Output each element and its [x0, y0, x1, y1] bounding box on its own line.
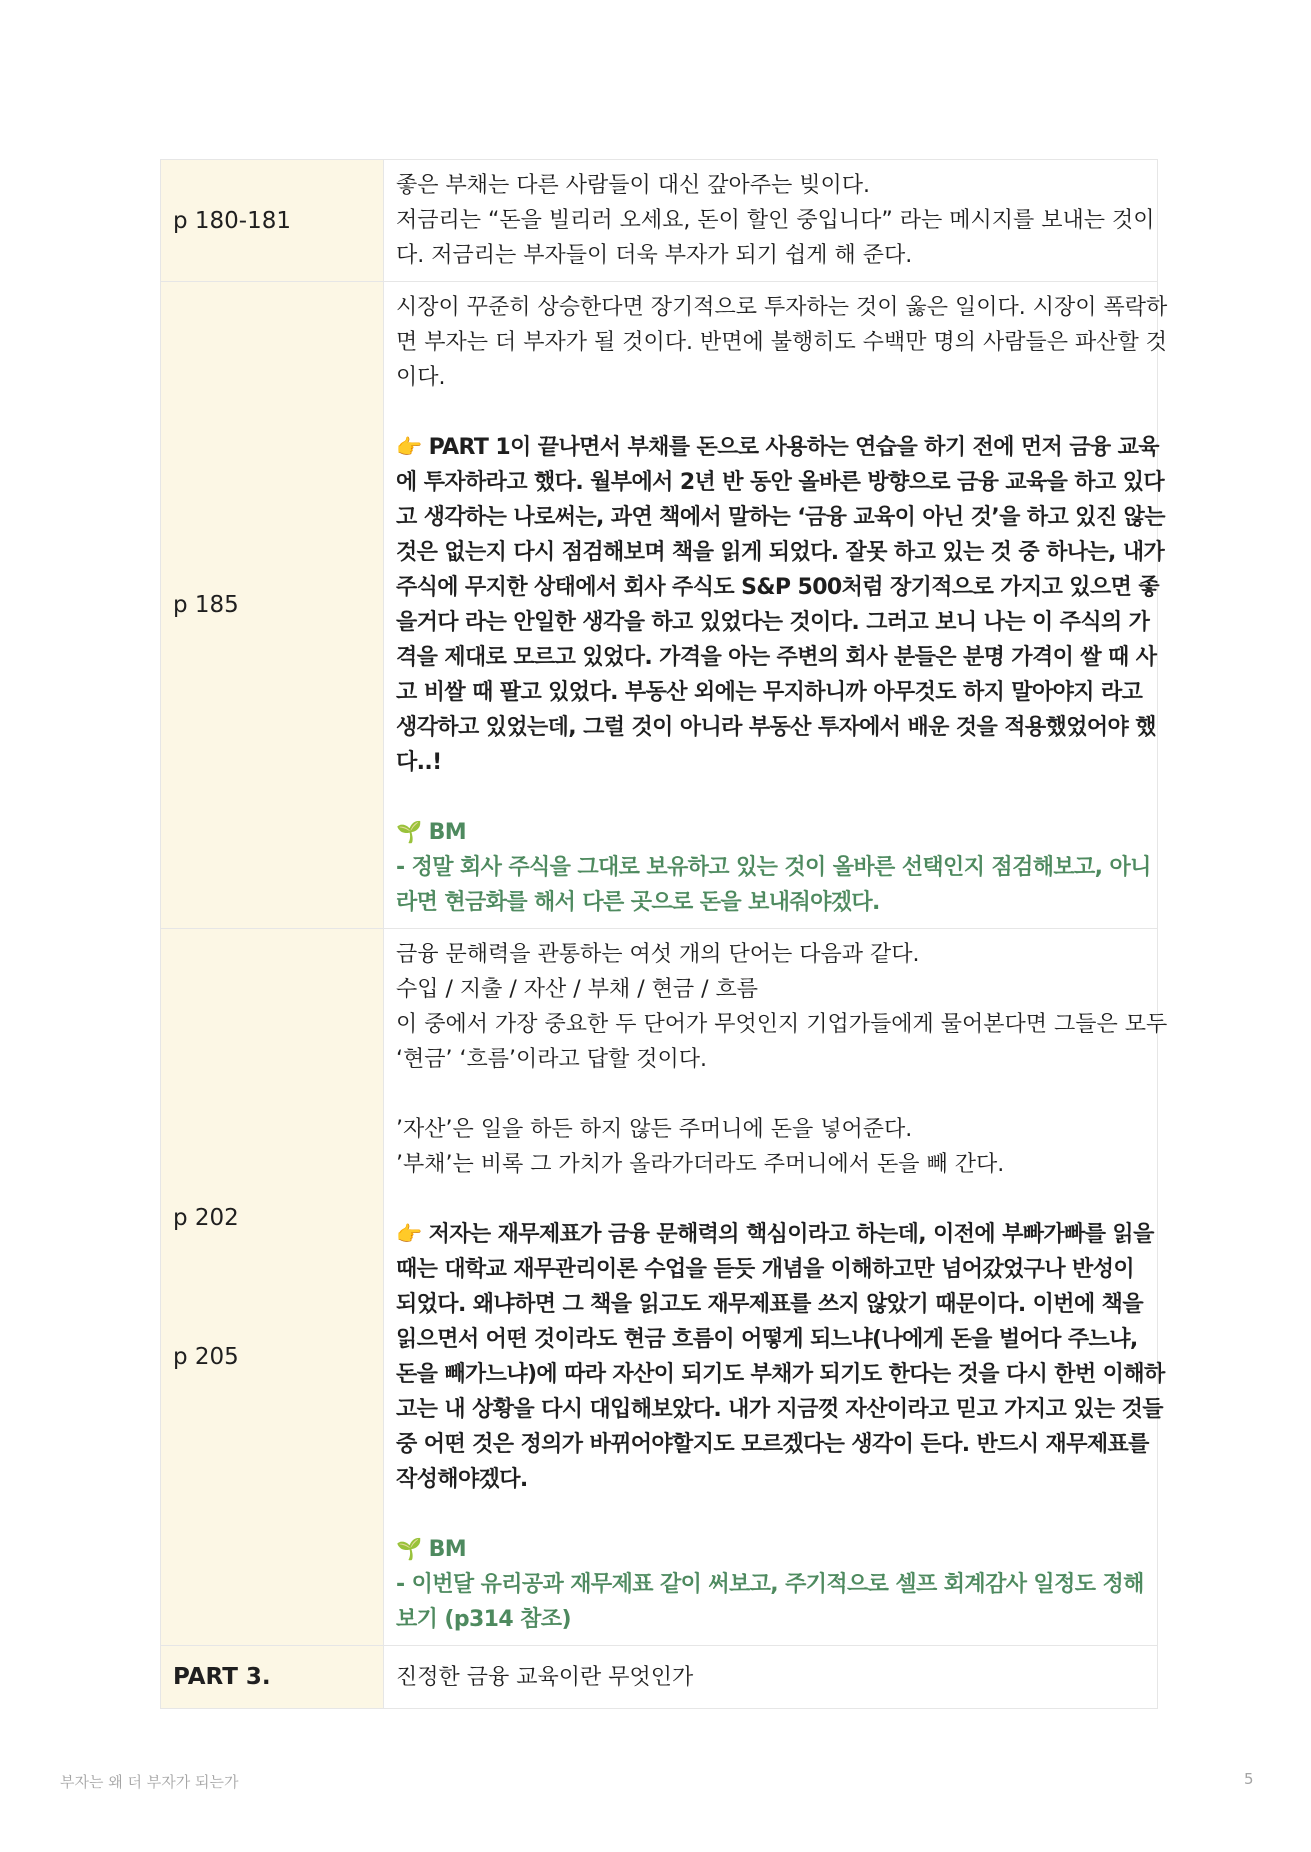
quote-line: 다. 저금리는 부자들이 더욱 부자가 되기 쉽게 해 준다. [396, 243, 913, 268]
page-ref: p 180-181 [173, 207, 292, 234]
bm-heading [396, 815, 1145, 850]
note-text: PART 1이 끝나면서 부채를 돈으로 사용하는 연습을 하기 전에 먼저 금융 교육 [428, 435, 1159, 460]
note-line: 고 비쌀 때 팔고 있었다. 부동산 외에는 무지하니까 아무것도 하지 말아야지 라고 [396, 680, 1143, 705]
note-line: 읽으면서 어떤 것이라도 현금 흐름이 어떻게 되느냐(나에게 돈을 벌어다 주느냐, [396, 1327, 1138, 1352]
note-line: 주식에 무지한 상태에서 회사 주식도 S&P 500처럼 장기적으로 가지고 있으면 좋 [396, 575, 1159, 600]
table-row [161, 160, 1158, 282]
quote-line: 수입 / 지출 / 자산 / 부채 / 현금 / 흐름 [396, 977, 759, 1002]
bm-line: 라면 현금화를 해서 다른 곳으로 돈을 보내줘야겠다. [396, 890, 880, 915]
notes-table [160, 159, 1168, 1709]
quote-line: 이다. [396, 365, 446, 390]
part-title: 진정한 금융 교육이란 무엇인가 [384, 1646, 1158, 1709]
note-line: 에 투자하라고 했다. 월부에서 2년 반 동안 올바른 방향으로 금융 교육을 하고 있다 [396, 470, 1165, 495]
content-cell [384, 282, 1168, 929]
page-ref-cell [161, 929, 384, 1646]
bm-line: - 이번달 유리공과 재무제표 같이 써보고, 주기적으로 셀프 회계감사 일정도 정해 [396, 1572, 1144, 1597]
note-line: 때는 대학교 재무관리이론 수업을 듣듯 개념을 이해하고만 넘어갔었구나 반성이 [396, 1257, 1134, 1282]
content-cell [384, 929, 1168, 1646]
note-line: 작성해야겠다. [396, 1467, 528, 1492]
note-line: 다..! [396, 750, 442, 775]
note-line: 중 어떤 것은 정의가 바뀌어야할지도 모르겠다는 생각이 든다. 반드시 재무제표를 [396, 1432, 1149, 1457]
content-cell [384, 160, 1158, 282]
quote-line: 면 부자는 더 부자가 될 것이다. 반면에 불행히도 수백만 명의 사람들은 파산할 것 [396, 330, 1167, 355]
note-text: 저자는 재무제표가 금융 문해력의 핵심이라고 하는데, 이전에 부빠가빠를 읽을 [428, 1222, 1154, 1247]
quote-line: ’자산’은 일을 하든 하지 않든 주머니에 돈을 넣어준다. [396, 1117, 913, 1142]
note-line: 격을 제대로 모르고 있었다. 가격을 아는 주변의 회사 분들은 분명 가격이 쌀 때 사 [396, 645, 1157, 670]
note-line: 생각하고 있었는데, 그럴 것이 아니라 부동산 투자에서 배운 것을 적용했었어야 했 [396, 715, 1156, 740]
note-line: 것은 없는지 다시 점검해보며 책을 읽게 되었다. 잘못 하고 있는 것 중 하나는, 내가 [396, 540, 1165, 565]
note-line [396, 1217, 1154, 1252]
table-row [161, 929, 1158, 1646]
note-line: 되었다. 왜냐하면 그 책을 읽고도 재무제표를 쓰지 않았기 때문이다. 이번에 책을 [396, 1292, 1143, 1317]
bm-line: - 정말 회사 주식을 그대로 보유하고 있는 것이 올바른 선택인지 점검해보고, 아니 [396, 855, 1151, 880]
part-row [161, 1646, 1158, 1709]
footer-book-title: 부자는 왜 더 부자가 되는가 [60, 1773, 239, 1791]
quote-line: 저금리는 “돈을 빌리러 오세요, 돈이 할인 중입니다” 라는 메시지를 보내는 것이 [396, 208, 1155, 233]
note-line: 고 생각하는 나로써는, 과연 책에서 말하는 ‘금융 교육이 아닌 것’을 하고 있진 않는 [396, 505, 1165, 530]
seedling-icon: 🌱 [396, 1537, 422, 1561]
page-ref: p 202 [173, 1204, 239, 1231]
quote-line: ’부채’는 비록 그 가치가 올라가더라도 주머니에서 돈을 빼 간다. [396, 1152, 1005, 1177]
bm-label: BM [428, 1537, 467, 1562]
quote-line: 시장이 꾸준히 상승한다면 장기적으로 투자하는 것이 옳은 일이다. 시장이 폭락하 [396, 295, 1168, 320]
note-line [396, 430, 1159, 465]
pointing-hand-icon: 👉 [396, 1222, 422, 1246]
page-ref: p 205 [173, 1343, 239, 1370]
table-row [161, 282, 1158, 929]
note-line: 을거다 라는 안일한 생각을 하고 있었다는 것이다. 그러고 보니 나는 이 주식의 가 [396, 610, 1150, 635]
page-ref: p 185 [173, 592, 239, 618]
quote-line: ‘현금’ ‘흐름’이라고 답할 것이다. [396, 1047, 707, 1072]
quote-line: 이 중에서 가장 중요한 두 단어가 무엇인지 기업가들에게 물어본다면 그들은 모두 [396, 1012, 1168, 1037]
bm-label: BM [428, 820, 467, 845]
part-label: PART 3. [161, 1646, 384, 1709]
pointing-hand-icon: 👉 [396, 435, 422, 459]
page-ref-cell [161, 282, 384, 929]
quote-line: 좋은 부채는 다른 사람들이 대신 갚아주는 빚이다. [396, 173, 870, 198]
quote-line: 금융 문해력을 관통하는 여섯 개의 단어는 다음과 같다. [396, 942, 920, 967]
footer-page-number: 5 [1244, 1770, 1254, 1788]
bm-heading [396, 1532, 1145, 1567]
page-ref-cell [161, 160, 384, 282]
seedling-icon: 🌱 [396, 820, 422, 844]
note-line: 돈을 빼가느냐)에 따라 자산이 되기도 부채가 되기도 한다는 것을 다시 한번 이해하 [396, 1362, 1165, 1387]
note-line: 고는 내 상황을 다시 대입해보았다. 내가 지금껏 자산이라고 믿고 가지고 있는 것들 [396, 1397, 1163, 1422]
bm-line: 보기 (p314 참조) [396, 1607, 571, 1632]
